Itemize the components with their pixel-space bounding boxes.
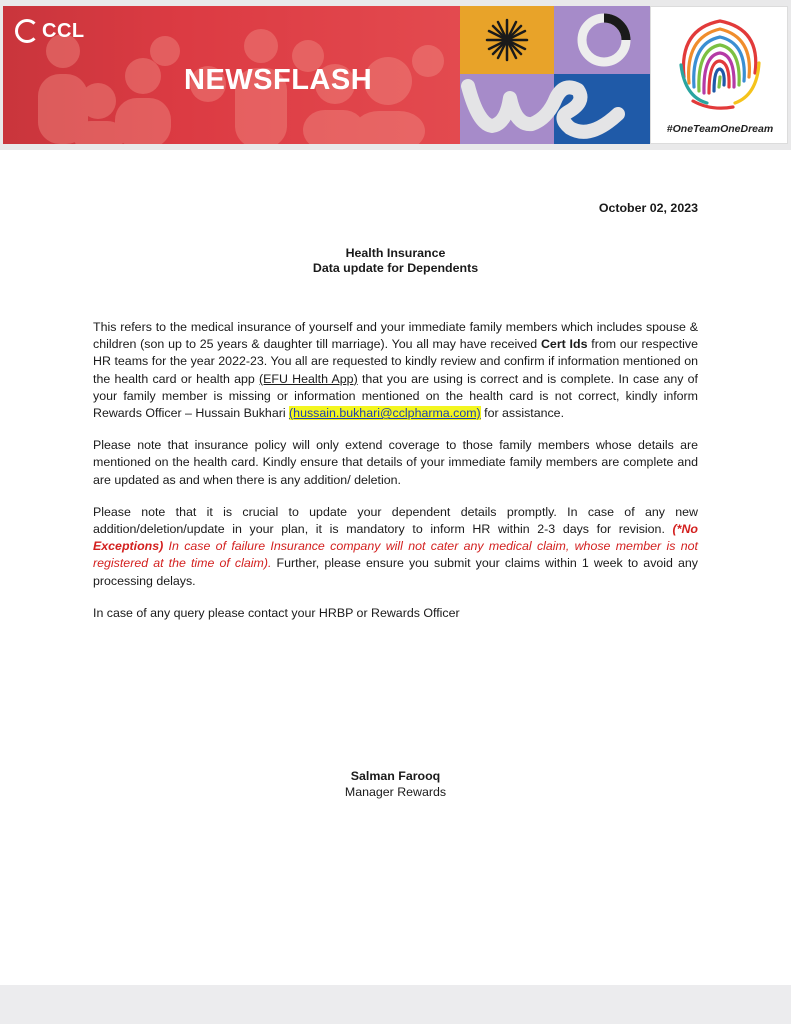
title-line-2: Data update for Dependents bbox=[312, 261, 479, 275]
paragraph-policy-note: Please note that insurance policy will only extend coverage to those family members whose details are mentioned on the health card. Kindly ensure that details of your immediate family members are complete and are updated as and when there is any addition/ deletion. bbox=[93, 438, 698, 487]
signature-block bbox=[0, 768, 791, 800]
signatory-name: Salman Farooq bbox=[350, 769, 441, 783]
brand-tiles bbox=[460, 6, 650, 144]
paragraph-text: for assistance. bbox=[480, 406, 565, 421]
newsflash-panel bbox=[3, 6, 460, 144]
paragraph-contact: In case of any query please contact your HRBP or Rewards Officer bbox=[93, 605, 460, 620]
paragraph-update-deadline bbox=[93, 504, 698, 590]
header-banner bbox=[0, 0, 791, 150]
starburst-icon bbox=[487, 20, 527, 60]
warning-text: In case of failure Insurance company will not cater any medical claim, whose member is not registered at the time of claim). bbox=[93, 539, 698, 571]
one-team-badge bbox=[650, 6, 788, 144]
title-line-1: Health Insurance bbox=[345, 246, 446, 260]
efu-health-app-link[interactable]: (EFU Health App) bbox=[259, 371, 358, 386]
email-link[interactable]: (hussain.bukhari@cclpharma.com) bbox=[289, 406, 481, 421]
paragraph-text: Please note that it is crucial to update your dependent details promptly. In case of any new addition/deletion/update in your plan, it is mandatory to inform HR within 2-3 days for revision. bbox=[93, 504, 698, 537]
newsflash-headline: NEWSFLASH bbox=[184, 64, 373, 96]
logo-text: CCL bbox=[42, 19, 85, 42]
paragraph-text: that you are using is correct and is complete. In case any of your family member is missing or information mentioned on the health card is not correct, kindly inform Rewards Officer – Hussain Bukhari bbox=[93, 371, 698, 421]
ccl-logo-icon bbox=[15, 19, 39, 43]
paragraph-text: This refers to the medical insurance of yourself and your immediate family members which includes spouse & children (son up to 25 years & daughter till marriage). You all may have received bbox=[93, 320, 698, 352]
fingerprint-icon bbox=[651, 7, 789, 119]
paragraph-coverage-intro bbox=[93, 319, 698, 422]
document-body bbox=[93, 319, 698, 637]
document-date: October 02, 2023 bbox=[598, 201, 698, 215]
no-exceptions-label: (*No Exceptions) bbox=[93, 522, 698, 554]
footer-bar bbox=[0, 985, 791, 1024]
hashtag-text: #OneTeamOneDream bbox=[666, 123, 774, 135]
paragraph-text: from our respective HR teams for the year 2022-23. You all are requested to kindly review and confirm if information mentioned on the health card or health app bbox=[93, 337, 698, 386]
paragraph-text: Further, please ensure you submit your claims within 1 week to avoid any processing delays. bbox=[93, 556, 699, 588]
signatory-role: Manager Rewards bbox=[344, 785, 447, 799]
cert-ids-bold: Cert Ids bbox=[540, 337, 588, 352]
brand-tiles-graphic bbox=[460, 6, 650, 144]
document-title bbox=[0, 246, 791, 276]
ccl-logo bbox=[15, 19, 85, 43]
